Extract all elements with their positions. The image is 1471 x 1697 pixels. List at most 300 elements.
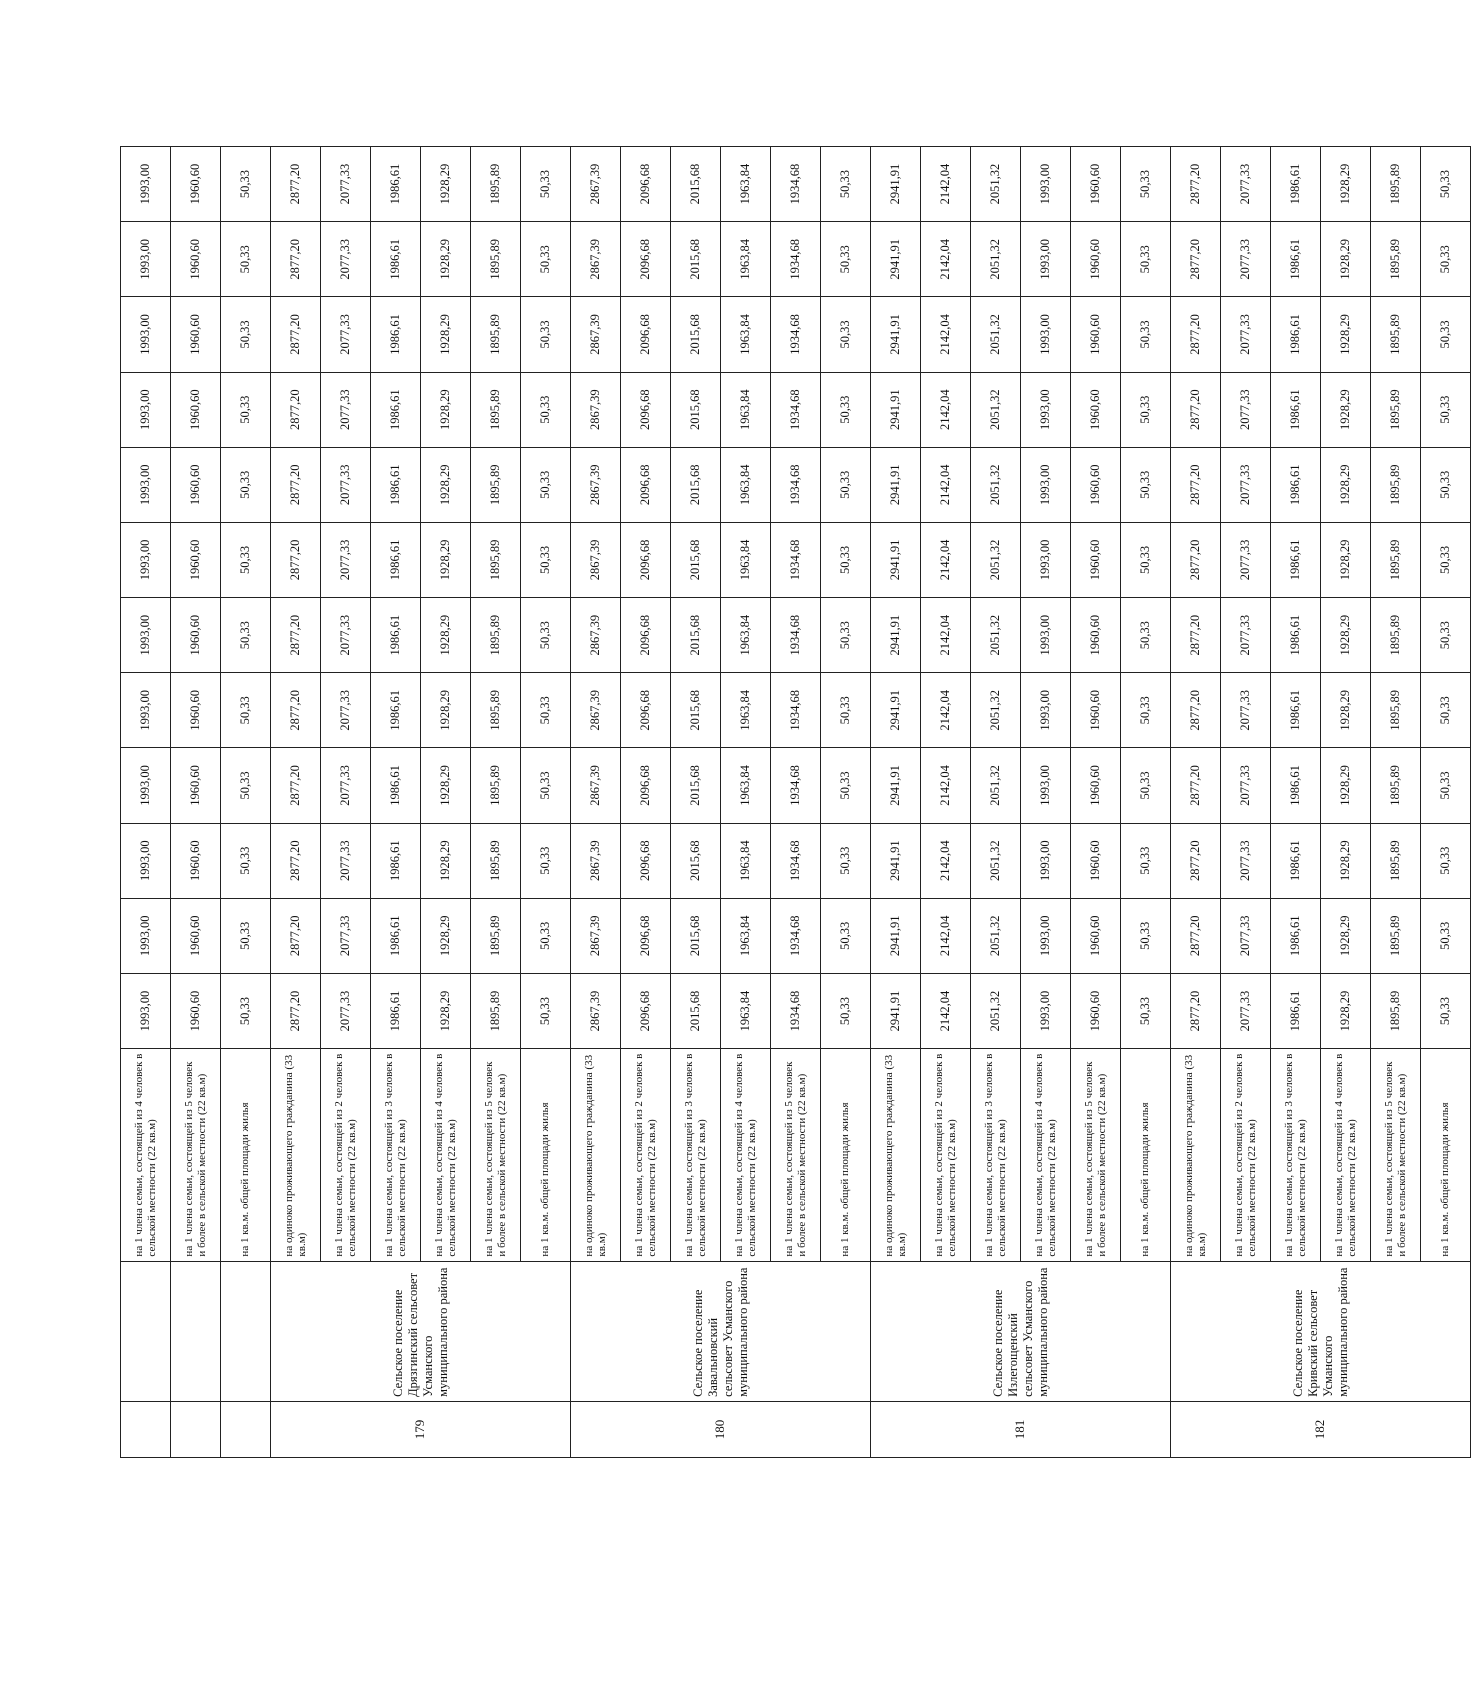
value-cell: 2096,68	[621, 147, 671, 222]
value-cell: 1895,89	[471, 973, 521, 1048]
value-cell: 2877,20	[1171, 673, 1221, 748]
value-cell: 1928,29	[421, 598, 471, 673]
value-cell: 50,33	[1421, 973, 1471, 1048]
value-cell: 2015,68	[671, 447, 721, 522]
settlement-name: Сельское поселение Дрязгинский сельсовет Усманского муниципального района	[271, 1261, 571, 1401]
number-cell	[171, 1401, 221, 1457]
value-cell: 2015,68	[671, 823, 721, 898]
value-cell: 1993,00	[1021, 147, 1071, 222]
value-cell: 1895,89	[471, 147, 521, 222]
tariff-table	[120, 146, 1471, 1458]
value-cell: 2867,39	[571, 673, 621, 748]
value-cell: 50,33	[521, 147, 571, 222]
value-cell: 1963,84	[721, 447, 771, 522]
value-cell: 50,33	[521, 522, 571, 597]
value-cell: 2096,68	[621, 973, 671, 1048]
value-cell: 50,33	[521, 372, 571, 447]
value-cell: 1960,60	[171, 598, 221, 673]
value-cell: 2877,20	[1171, 147, 1221, 222]
value-cell: 2077,33	[321, 673, 371, 748]
value-cell: 1960,60	[171, 447, 221, 522]
value-cell: 2015,68	[671, 598, 721, 673]
table-row	[971, 147, 1021, 1458]
row-number: 179	[271, 1401, 571, 1457]
value-cell: 50,33	[521, 447, 571, 522]
value-cell: 1928,29	[1321, 823, 1371, 898]
value-cell: 2096,68	[621, 898, 671, 973]
value-cell: 2077,33	[1221, 222, 1271, 297]
value-cell: 2077,33	[321, 297, 371, 372]
category-cell: на одиноко проживающего гражданина (33 кв.м)	[871, 1049, 921, 1261]
value-cell: 1960,60	[171, 372, 221, 447]
value-cell: 50,33	[1121, 898, 1171, 973]
table-row	[521, 147, 571, 1458]
value-cell: 50,33	[221, 823, 271, 898]
value-cell: 1993,00	[121, 147, 171, 222]
value-cell: 2877,20	[271, 372, 321, 447]
value-cell: 1928,29	[1321, 898, 1371, 973]
value-cell: 2877,20	[1171, 522, 1221, 597]
value-cell: 1986,61	[1271, 748, 1321, 823]
row-number: 182	[1171, 1401, 1471, 1457]
value-cell: 50,33	[1121, 447, 1171, 522]
table-row	[121, 147, 171, 1458]
value-cell: 1960,60	[1071, 447, 1121, 522]
value-cell: 2051,32	[971, 222, 1021, 297]
value-cell: 2941,91	[871, 147, 921, 222]
value-cell: 1993,00	[121, 973, 171, 1048]
value-cell: 1993,00	[121, 898, 171, 973]
value-cell: 1960,60	[1071, 598, 1121, 673]
value-cell: 50,33	[1421, 823, 1471, 898]
category-cell: на 1 кв.м. общей площади жилья	[1121, 1049, 1171, 1261]
value-cell: 50,33	[221, 598, 271, 673]
table-row	[671, 147, 721, 1458]
value-cell: 1934,68	[771, 898, 821, 973]
value-cell: 2877,20	[1171, 297, 1221, 372]
value-cell: 2077,33	[321, 447, 371, 522]
value-cell: 50,33	[221, 372, 271, 447]
category-cell: на 1 члена семьи, состоящей из 4 человек в сельской местности (22 кв.м)	[121, 1049, 171, 1261]
value-cell: 2877,20	[271, 823, 321, 898]
value-cell: 1895,89	[471, 447, 521, 522]
value-cell: 2877,20	[1171, 973, 1221, 1048]
value-cell: 2077,33	[321, 598, 371, 673]
value-cell: 2877,20	[271, 598, 321, 673]
value-cell: 2077,33	[321, 522, 371, 597]
value-cell: 50,33	[821, 147, 871, 222]
value-cell: 50,33	[821, 297, 871, 372]
value-cell: 2142,04	[921, 147, 971, 222]
value-cell: 1963,84	[721, 372, 771, 447]
value-cell: 2877,20	[1171, 748, 1221, 823]
value-cell: 1960,60	[171, 748, 221, 823]
value-cell: 50,33	[1421, 147, 1471, 222]
value-cell: 1895,89	[471, 222, 521, 297]
value-cell: 2877,20	[1171, 823, 1221, 898]
rotated-table-sheet	[120, 146, 1453, 1458]
value-cell: 1986,61	[1271, 447, 1321, 522]
value-cell: 1928,29	[1321, 372, 1371, 447]
category-cell: на 1 члена семьи, состоящей из 4 человек в сельской местности (22 кв.м)	[421, 1049, 471, 1261]
value-cell: 2096,68	[621, 372, 671, 447]
value-cell: 2941,91	[871, 522, 921, 597]
value-cell: 1986,61	[1271, 898, 1321, 973]
value-cell: 1963,84	[721, 973, 771, 1048]
value-cell: 1928,29	[1321, 147, 1371, 222]
category-cell: на 1 члена семьи, состоящей из 2 человек в сельской местности (22 кв.м)	[621, 1049, 671, 1261]
value-cell: 2941,91	[871, 222, 921, 297]
value-cell: 50,33	[521, 898, 571, 973]
value-cell: 2077,33	[1221, 372, 1271, 447]
value-cell: 1895,89	[1371, 222, 1421, 297]
value-cell: 1960,60	[1071, 222, 1121, 297]
value-cell: 2051,32	[971, 447, 1021, 522]
category-cell: на 1 кв.м. общей площади жилья	[521, 1049, 571, 1261]
value-cell: 1993,00	[1021, 297, 1071, 372]
value-cell: 2867,39	[571, 823, 621, 898]
value-cell: 2051,32	[971, 673, 1021, 748]
category-cell: на 1 члена семьи, состоящей из 3 человек в сельской местности (22 кв.м)	[1271, 1049, 1321, 1261]
value-cell: 1895,89	[471, 372, 521, 447]
value-cell: 2077,33	[321, 372, 371, 447]
value-cell: 50,33	[821, 673, 871, 748]
value-cell: 2015,68	[671, 372, 721, 447]
value-cell: 2051,32	[971, 823, 1021, 898]
value-cell: 2877,20	[271, 673, 321, 748]
value-cell: 1928,29	[421, 222, 471, 297]
value-cell: 2015,68	[671, 748, 721, 823]
value-cell: 1986,61	[371, 898, 421, 973]
value-cell: 2142,04	[921, 447, 971, 522]
value-cell: 1934,68	[771, 372, 821, 447]
value-cell: 1928,29	[421, 898, 471, 973]
value-cell: 1963,84	[721, 823, 771, 898]
category-cell: на 1 члена семьи, состоящей из 3 человек в сельской местности (22 кв.м)	[371, 1049, 421, 1261]
value-cell: 2142,04	[921, 973, 971, 1048]
table-row	[1221, 147, 1271, 1458]
value-cell: 2142,04	[921, 598, 971, 673]
value-cell: 2077,33	[1221, 297, 1271, 372]
value-cell: 1895,89	[1371, 898, 1421, 973]
value-cell: 2867,39	[571, 147, 621, 222]
table-row	[1071, 147, 1121, 1458]
value-cell: 1986,61	[371, 823, 421, 898]
table-row	[821, 147, 871, 1458]
value-cell: 50,33	[521, 598, 571, 673]
value-cell: 1986,61	[1271, 147, 1321, 222]
value-cell: 50,33	[521, 973, 571, 1048]
value-cell: 1934,68	[771, 973, 821, 1048]
value-cell: 1928,29	[1321, 598, 1371, 673]
value-cell: 50,33	[221, 673, 271, 748]
value-cell: 2867,39	[571, 898, 621, 973]
value-cell: 2941,91	[871, 748, 921, 823]
value-cell: 1993,00	[1021, 447, 1071, 522]
value-cell: 2941,91	[871, 598, 921, 673]
value-cell: 2051,32	[971, 973, 1021, 1048]
value-cell: 50,33	[821, 898, 871, 973]
value-cell: 1986,61	[371, 222, 421, 297]
value-cell: 1928,29	[421, 673, 471, 748]
value-cell: 1993,00	[1021, 748, 1071, 823]
value-cell: 1993,00	[1021, 522, 1071, 597]
value-cell: 2096,68	[621, 823, 671, 898]
value-cell: 1895,89	[1371, 522, 1421, 597]
value-cell: 1928,29	[421, 973, 471, 1048]
value-cell: 1986,61	[1271, 222, 1321, 297]
table-row	[271, 147, 321, 1458]
value-cell: 1986,61	[371, 673, 421, 748]
value-cell: 2015,68	[671, 147, 721, 222]
number-cell	[121, 1401, 171, 1457]
value-cell: 1934,68	[771, 147, 821, 222]
value-cell: 2941,91	[871, 673, 921, 748]
value-cell: 1928,29	[1321, 973, 1371, 1048]
value-cell: 1963,84	[721, 522, 771, 597]
table-row	[621, 147, 671, 1458]
value-cell: 1993,00	[121, 823, 171, 898]
value-cell: 1928,29	[421, 748, 471, 823]
value-cell: 1928,29	[1321, 673, 1371, 748]
value-cell: 1963,84	[721, 297, 771, 372]
value-cell: 2941,91	[871, 297, 921, 372]
value-cell: 50,33	[221, 898, 271, 973]
table-row	[1421, 147, 1471, 1458]
value-cell: 50,33	[1421, 372, 1471, 447]
value-cell: 50,33	[1421, 222, 1471, 297]
value-cell: 2077,33	[1221, 147, 1271, 222]
value-cell: 1986,61	[1271, 372, 1321, 447]
value-cell: 2077,33	[321, 823, 371, 898]
value-cell: 2077,33	[1221, 898, 1271, 973]
value-cell: 1934,68	[771, 673, 821, 748]
value-cell: 1993,00	[1021, 673, 1071, 748]
value-cell: 2877,20	[1171, 598, 1221, 673]
value-cell: 1928,29	[421, 372, 471, 447]
value-cell: 1895,89	[1371, 748, 1421, 823]
value-cell: 2877,20	[271, 447, 321, 522]
settlement-name: Сельское поселение Завальновский сельсовет Усманского муниципального района	[571, 1261, 871, 1401]
value-cell: 2077,33	[1221, 673, 1271, 748]
value-cell: 2077,33	[321, 748, 371, 823]
value-cell: 50,33	[221, 748, 271, 823]
value-cell: 2142,04	[921, 372, 971, 447]
value-cell: 2877,20	[271, 297, 321, 372]
category-cell: на 1 члена семьи, состоящей из 5 человек и более в сельской местности (22 кв.м)	[771, 1049, 821, 1261]
value-cell: 2877,20	[271, 147, 321, 222]
value-cell: 50,33	[821, 973, 871, 1048]
value-cell: 1928,29	[1321, 297, 1371, 372]
value-cell: 50,33	[1421, 447, 1471, 522]
value-cell: 1928,29	[1321, 447, 1371, 522]
value-cell: 1928,29	[421, 522, 471, 597]
value-cell: 2015,68	[671, 222, 721, 297]
value-cell: 1986,61	[1271, 973, 1321, 1048]
value-cell: 1934,68	[771, 447, 821, 522]
value-cell: 2051,32	[971, 898, 1021, 973]
value-cell: 1960,60	[1071, 522, 1121, 597]
value-cell: 1928,29	[421, 823, 471, 898]
table-row	[421, 147, 471, 1458]
table-row	[371, 147, 421, 1458]
value-cell: 2096,68	[621, 748, 671, 823]
table-row	[171, 147, 221, 1458]
value-cell: 1960,60	[171, 522, 221, 597]
value-cell: 2051,32	[971, 372, 1021, 447]
value-cell: 1895,89	[1371, 673, 1421, 748]
value-cell: 1986,61	[371, 973, 421, 1048]
table-row	[721, 147, 771, 1458]
value-cell: 2096,68	[621, 297, 671, 372]
category-cell: на 1 члена семьи, состоящей из 2 человек в сельской местности (22 кв.м)	[321, 1049, 371, 1261]
value-cell: 50,33	[1121, 823, 1171, 898]
value-cell: 50,33	[1121, 673, 1171, 748]
value-cell: 2867,39	[571, 447, 621, 522]
value-cell: 2142,04	[921, 297, 971, 372]
value-cell: 2051,32	[971, 748, 1021, 823]
value-cell: 1993,00	[121, 297, 171, 372]
value-cell: 1895,89	[1371, 147, 1421, 222]
value-cell: 1986,61	[1271, 673, 1321, 748]
value-cell: 50,33	[1121, 598, 1171, 673]
value-cell: 2142,04	[921, 522, 971, 597]
category-cell: на 1 члена семьи, состоящей из 2 человек в сельской местности (22 кв.м)	[1221, 1049, 1271, 1261]
value-cell: 1960,60	[171, 222, 221, 297]
category-cell: на 1 кв.м. общей площади жилья	[821, 1049, 871, 1261]
value-cell: 1993,00	[121, 222, 171, 297]
value-cell: 1986,61	[371, 297, 421, 372]
value-cell: 50,33	[821, 372, 871, 447]
category-cell: на 1 члена семьи, состоящей из 4 человек в сельской местности (22 кв.м)	[1021, 1049, 1071, 1261]
value-cell: 1960,60	[1071, 898, 1121, 973]
value-cell: 50,33	[521, 823, 571, 898]
value-cell: 50,33	[221, 147, 271, 222]
value-cell: 2015,68	[671, 898, 721, 973]
value-cell: 2077,33	[1221, 973, 1271, 1048]
value-cell: 2867,39	[571, 748, 621, 823]
value-cell: 2877,20	[271, 973, 321, 1048]
table-row	[771, 147, 821, 1458]
value-cell: 50,33	[221, 522, 271, 597]
category-cell: на 1 кв.м. общей площади жилья	[1421, 1049, 1471, 1261]
value-cell: 2877,20	[271, 222, 321, 297]
value-cell: 2867,39	[571, 297, 621, 372]
value-cell: 50,33	[1421, 898, 1471, 973]
value-cell: 2941,91	[871, 898, 921, 973]
value-cell: 1963,84	[721, 222, 771, 297]
value-cell: 2867,39	[571, 222, 621, 297]
value-cell: 50,33	[221, 297, 271, 372]
category-cell: на 1 члена семьи, состоящей из 2 человек в сельской местности (22 кв.м)	[921, 1049, 971, 1261]
value-cell: 1986,61	[1271, 823, 1321, 898]
value-cell: 50,33	[1421, 522, 1471, 597]
value-cell: 50,33	[821, 447, 871, 522]
table-row	[321, 147, 371, 1458]
value-cell: 1928,29	[1321, 222, 1371, 297]
table-row	[1021, 147, 1071, 1458]
value-cell: 50,33	[521, 673, 571, 748]
value-cell: 1960,60	[1071, 673, 1121, 748]
value-cell: 50,33	[1121, 372, 1171, 447]
value-cell: 2096,68	[621, 598, 671, 673]
value-cell: 2015,68	[671, 297, 721, 372]
value-cell: 1928,29	[421, 297, 471, 372]
value-cell: 1895,89	[471, 898, 521, 973]
value-cell: 1986,61	[371, 522, 421, 597]
value-cell: 2142,04	[921, 898, 971, 973]
value-cell: 50,33	[1121, 222, 1171, 297]
row-number: 180	[571, 1401, 871, 1457]
value-cell: 1895,89	[471, 297, 521, 372]
value-cell: 2015,68	[671, 973, 721, 1048]
tariff-table-body	[121, 147, 1471, 1458]
value-cell: 2142,04	[921, 673, 971, 748]
value-cell: 1960,60	[1071, 748, 1121, 823]
number-cell	[221, 1401, 271, 1457]
table-row	[571, 147, 621, 1458]
value-cell: 1895,89	[1371, 447, 1421, 522]
value-cell: 1960,60	[171, 673, 221, 748]
category-cell: на 1 кв.м. общей площади жилья	[221, 1049, 271, 1261]
value-cell: 1960,60	[171, 973, 221, 1048]
value-cell: 1960,60	[171, 147, 221, 222]
category-cell: на одиноко проживающего гражданина (33 кв.м)	[1171, 1049, 1221, 1261]
value-cell: 2077,33	[1221, 823, 1271, 898]
table-row	[221, 147, 271, 1458]
value-cell: 2877,20	[1171, 898, 1221, 973]
value-cell: 2142,04	[921, 823, 971, 898]
value-cell: 1986,61	[1271, 522, 1321, 597]
value-cell: 50,33	[821, 222, 871, 297]
value-cell: 1934,68	[771, 522, 821, 597]
value-cell: 50,33	[521, 748, 571, 823]
value-cell: 1993,00	[121, 372, 171, 447]
value-cell: 2096,68	[621, 447, 671, 522]
value-cell: 1986,61	[371, 372, 421, 447]
value-cell: 50,33	[1121, 147, 1171, 222]
value-cell: 50,33	[1421, 297, 1471, 372]
value-cell: 1993,00	[1021, 598, 1071, 673]
category-cell: на 1 члена семьи, состоящей из 4 человек в сельской местности (22 кв.м)	[1321, 1049, 1371, 1261]
value-cell: 1993,00	[1021, 898, 1071, 973]
value-cell: 2941,91	[871, 823, 921, 898]
value-cell: 2877,20	[271, 522, 321, 597]
value-cell: 1895,89	[471, 598, 521, 673]
value-cell: 1895,89	[471, 748, 521, 823]
value-cell: 1928,29	[421, 147, 471, 222]
value-cell: 1993,00	[1021, 823, 1071, 898]
value-cell: 2077,33	[321, 147, 371, 222]
value-cell: 1993,00	[1021, 222, 1071, 297]
category-cell: на 1 члена семьи, состоящей из 5 человек и более в сельской местности (22 кв.м)	[471, 1049, 521, 1261]
value-cell: 1963,84	[721, 898, 771, 973]
category-cell: на 1 члена семьи, состоящей из 5 человек и более в сельской местности (22 кв.м)	[1071, 1049, 1121, 1261]
value-cell: 50,33	[521, 222, 571, 297]
value-cell: 50,33	[221, 447, 271, 522]
table-row	[471, 147, 521, 1458]
value-cell: 2015,68	[671, 522, 721, 597]
value-cell: 1895,89	[471, 823, 521, 898]
value-cell: 1895,89	[1371, 973, 1421, 1048]
value-cell: 2077,33	[321, 898, 371, 973]
value-cell: 50,33	[221, 222, 271, 297]
value-cell: 1993,00	[121, 522, 171, 597]
value-cell: 1986,61	[371, 447, 421, 522]
value-cell: 2877,20	[1171, 222, 1221, 297]
value-cell: 2077,33	[1221, 748, 1271, 823]
settlement-name: Сельское поселение Излегощенский сельсовет Усманского муниципального района	[871, 1261, 1171, 1401]
